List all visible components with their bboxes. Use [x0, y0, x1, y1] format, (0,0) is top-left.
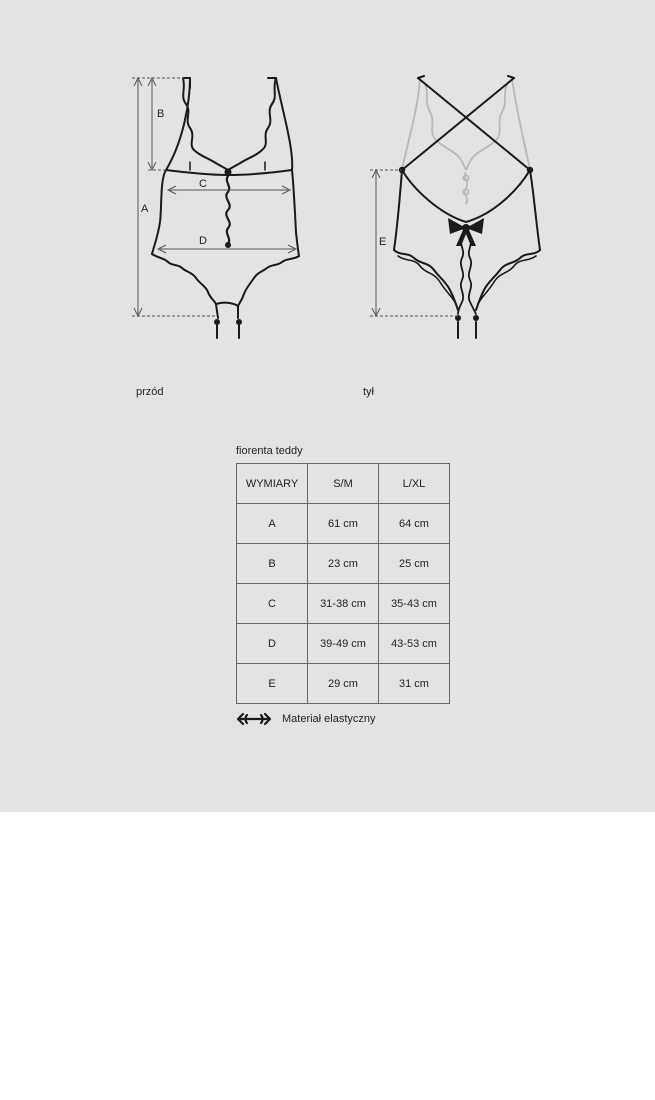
table-row [237, 664, 450, 704]
front-view-caption: przód [136, 386, 164, 398]
label-c: C [199, 178, 207, 190]
row-label: A [237, 504, 308, 544]
label-d: D [199, 235, 207, 247]
back-garment-front-layer-faded [402, 78, 530, 204]
value-lxl: 43-53 cm [379, 624, 450, 664]
size-illustration [0, 0, 655, 400]
value-lxl: 35-43 cm [379, 584, 450, 624]
elastic-arrow-icon [236, 712, 272, 726]
back-view-caption: tył [363, 386, 374, 398]
value-lxl: 64 cm [379, 504, 450, 544]
size-table [236, 463, 450, 704]
value-lxl: 25 cm [379, 544, 450, 584]
table-row [237, 544, 450, 584]
header-size-sm: S/M [308, 464, 379, 504]
header-size-lxl: L/XL [379, 464, 450, 504]
value-sm: 31-38 cm [308, 584, 379, 624]
table-row [237, 624, 450, 664]
product-name: fiorenta teddy [236, 445, 303, 457]
value-lxl: 31 cm [379, 664, 450, 704]
legend [236, 712, 376, 726]
front-garment-drawing [152, 78, 299, 338]
row-label: D [237, 624, 308, 664]
value-sm: 29 cm [308, 664, 379, 704]
table-header-row [237, 464, 450, 504]
measure-letters [141, 108, 386, 248]
row-label: E [237, 664, 308, 704]
value-sm: 23 cm [308, 544, 379, 584]
row-label: B [237, 544, 308, 584]
label-a: A [141, 203, 149, 215]
table-row [237, 584, 450, 624]
table-row [237, 504, 450, 544]
label-e: E [379, 236, 387, 248]
row-label: C [237, 584, 308, 624]
label-b: B [157, 108, 165, 120]
value-sm: 61 cm [308, 504, 379, 544]
value-sm: 39-49 cm [308, 624, 379, 664]
header-measure: WYMIARY [237, 464, 308, 504]
legend-label: Materiał elastyczny [282, 713, 376, 725]
